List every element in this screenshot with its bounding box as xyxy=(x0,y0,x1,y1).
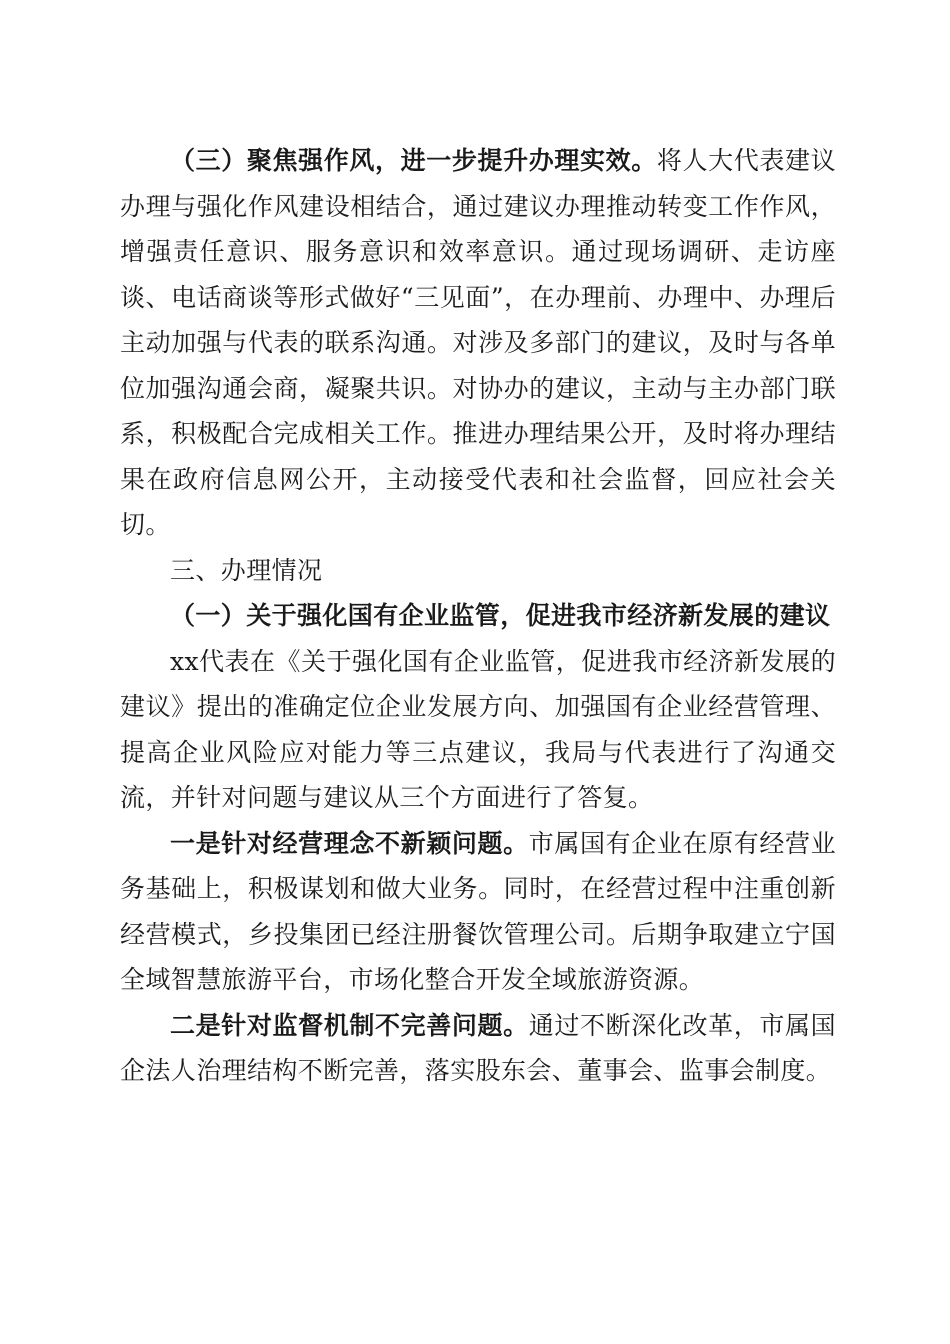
section-heading-handling-status: 三、办理情况 xyxy=(170,555,323,585)
paragraph-point-two xyxy=(120,1003,836,1094)
subheading-state-enterprise-supervision: （一）关于强化国有企业监管，促进我市经济新发展的建议 xyxy=(170,601,831,630)
paragraph-body: 将人大代表建议办理与强化作风建设相结合，通过建议办理推动转变工作作风，增强责任意识、服务意识和效率意识。通过现场调研、走访座谈、电话商谈等形式做好“三见面”，在办理前、办理中、办理后主动加强与代表的联系沟通。对涉及多部门的建议，及时与各单位加强沟通会商，凝聚共识。对协办的建议，主动与主办部门联系，积极配合完成相关工作。推进办理结果公开，及时将办理结果在政府信息网公开，主动接受代表和社会监督，回应社会关切。 xyxy=(120,146,836,539)
paragraph-lead: （三）聚焦强作风，进一步提升办理实效。 xyxy=(170,146,657,175)
paragraph-point-one xyxy=(120,821,836,1003)
paragraph-body: 市属国有企业在原有经营业务基础上，积极谋划和做大业务。同时，在经营过程中注重创新经营模式，乡投集团已经注册餐饮管理公司。后期争取建立宁国全域智慧旅游平台，市场化整合开发全域旅游资源。 xyxy=(120,828,836,994)
paragraph-focus-work-style xyxy=(120,138,836,548)
document-page xyxy=(120,138,836,1094)
paragraph-representative-suggestion: xx代表在《关于强化国有企业监管，促进我市经济新发展的建议》提出的准确定位企业发展方向、加强国有企业经营管理、提高企业风险应对能力等三点建议，我局与代表进行了沟通交流，并针对问题与建议从三个方面进行了答复。 xyxy=(120,646,836,812)
paragraph-lead: 一是针对经营理念不新颖问题。 xyxy=(170,828,529,858)
paragraph-lead: 二是针对监督机制不完善问题。 xyxy=(170,1010,529,1040)
paragraph-body: 通过不断深化改革，市属国企法人治理结构不断完善，落实股东会、董事会、监事会制度。 xyxy=(120,1010,836,1085)
